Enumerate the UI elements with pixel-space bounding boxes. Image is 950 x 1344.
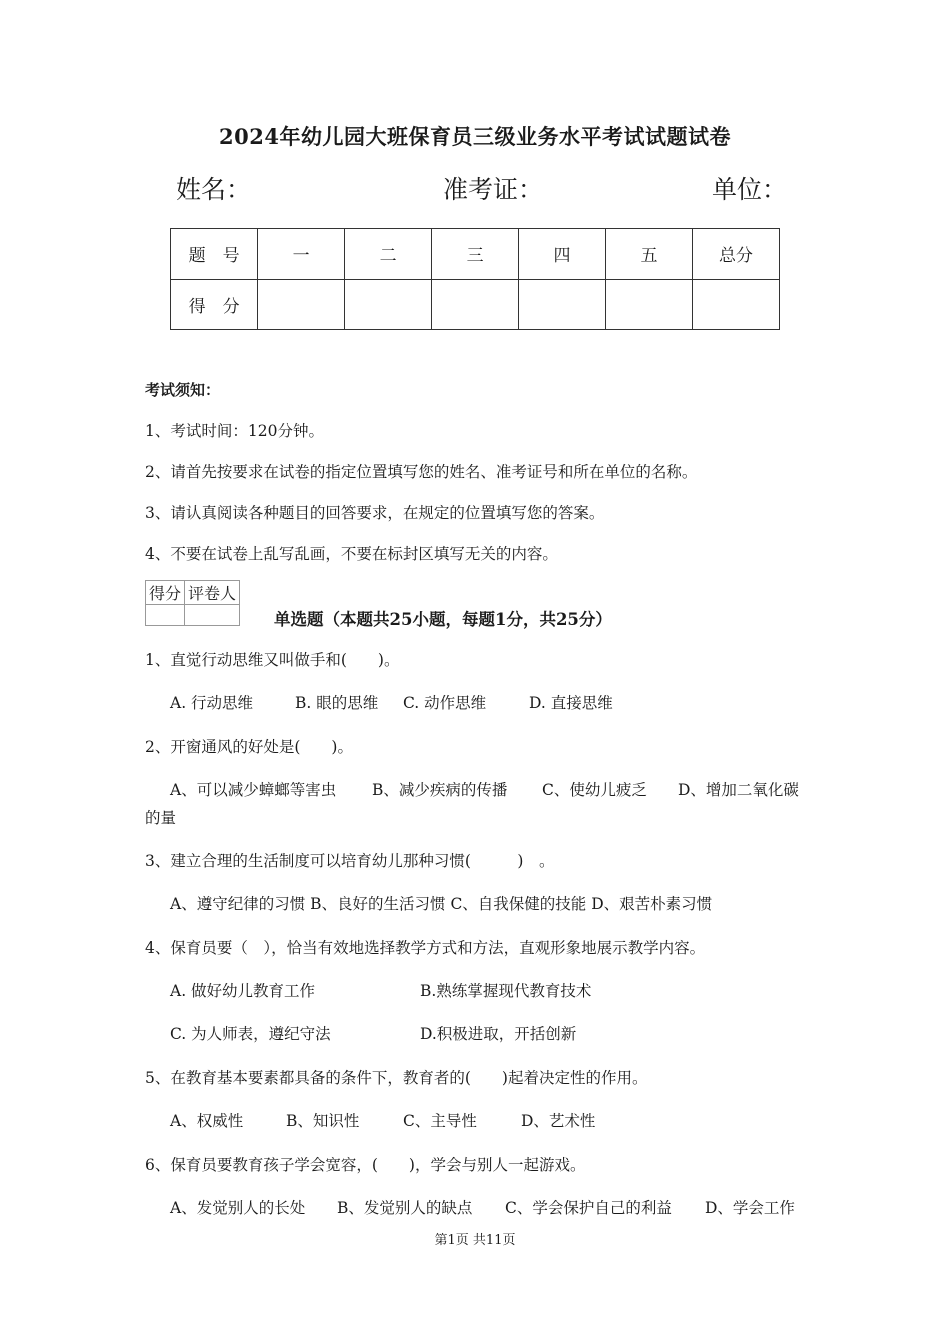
- option-b: B、知识性: [286, 1112, 360, 1130]
- options-line: A、遵守纪律的习惯 B、良好的生活习惯 C、自我保健的技能 D、艰苦朴素习惯: [170, 895, 713, 913]
- grader-score-cell: [146, 605, 185, 626]
- option-b: B、减少疾病的传播: [372, 781, 508, 799]
- option-c: C、主导性: [403, 1112, 477, 1130]
- question-stem: 4、保育员要（ ），恰当有效地选择教学方式和方法，直观形象地展示教学内容。: [145, 939, 706, 957]
- option-b: B、发觉别人的缺点: [337, 1199, 473, 1217]
- grader-name-label: 评卷人: [185, 581, 240, 605]
- notice-item: 1、考试时间：120分钟。: [145, 422, 324, 440]
- score-header-cell: 二: [345, 229, 432, 280]
- option-c: C、学会保护自己的利益: [505, 1199, 672, 1217]
- option-a: A. 行动思维: [170, 694, 254, 712]
- page-footer: 第1页 共11页: [434, 1233, 516, 1248]
- option-d: D、艺术性: [521, 1112, 596, 1130]
- grader-name-cell: [185, 605, 240, 626]
- question-stem: 5、在教育基本要素都具备的条件下，教育者的( )起着决定性的作用。: [145, 1069, 648, 1087]
- score-header-cell: 题 号: [171, 229, 258, 280]
- option-d: D、学会工作: [705, 1199, 795, 1217]
- name-field-label: 姓名：: [176, 175, 252, 204]
- score-cell: [432, 279, 519, 330]
- option-a: A、发觉别人的长处: [170, 1199, 306, 1217]
- notice-heading: 考试须知：: [145, 381, 221, 399]
- score-cell: [345, 279, 432, 330]
- option-c: C. 动作思维: [403, 694, 487, 712]
- option-d-continued: 的量: [145, 809, 177, 827]
- exam-id-field-label: 准考证：: [443, 175, 544, 204]
- score-cell: [606, 279, 693, 330]
- score-row-label: 得 分: [171, 279, 258, 330]
- score-table-score-row: [171, 279, 780, 330]
- grader-score-label: 得分: [146, 581, 185, 605]
- option-a: A、权威性: [170, 1112, 244, 1130]
- option-b: B.熟练掌握现代教育技术: [420, 982, 592, 1000]
- score-cell: [519, 279, 606, 330]
- score-header-cell: 三: [432, 229, 519, 280]
- score-cell: [692, 279, 779, 330]
- notice-item: 2、请首先按要求在试卷的指定位置填写您的姓名、准考证号和所在单位的名称。: [145, 463, 698, 481]
- option-b: B. 眼的思维: [295, 694, 379, 712]
- unit-field-label: 单位：: [712, 175, 788, 204]
- grader-box: [145, 580, 240, 626]
- score-table-header-row: [171, 229, 780, 280]
- notice-item: 3、请认真阅读各种题目的回答要求，在规定的位置填写您的答案。: [145, 504, 605, 522]
- option-c: C、使幼儿疲乏: [542, 781, 647, 799]
- option-c: C. 为人师表，遵纪守法: [170, 1025, 331, 1043]
- question-stem: 2、开窗通风的好处是( )。: [145, 738, 353, 756]
- notice-item: 4、不要在试卷上乱写乱画，不要在标封区填写无关的内容。: [145, 545, 558, 563]
- option-d: D. 直接思维: [529, 694, 613, 712]
- question-stem: 6、保育员要教育孩子学会宽容，( )，学会与别人一起游戏。: [145, 1156, 586, 1174]
- option-a: A、可以减少蟑螂等害虫: [170, 781, 337, 799]
- score-header-cell: 一: [258, 229, 345, 280]
- score-header-cell: 五: [606, 229, 693, 280]
- question-stem: 3、建立合理的生活制度可以培育幼儿那种习惯( ) 。: [145, 852, 555, 870]
- score-table: [170, 228, 780, 330]
- option-d: D、增加二氧化碳: [678, 781, 799, 799]
- option-a: A. 做好幼儿教育工作: [170, 982, 316, 1000]
- section-title: 单选题（本题共25小题，每题1分，共25分）: [274, 610, 612, 629]
- question-stem: 1、直觉行动思维又叫做手和( )。: [145, 651, 400, 669]
- score-header-cell: 四: [519, 229, 606, 280]
- score-header-cell: 总分: [692, 229, 779, 280]
- exam-title: 2024年幼儿园大班保育员三级业务水平考试试题试卷: [219, 124, 731, 149]
- score-cell: [258, 279, 345, 330]
- option-d: D.积极进取，开括创新: [420, 1025, 577, 1043]
